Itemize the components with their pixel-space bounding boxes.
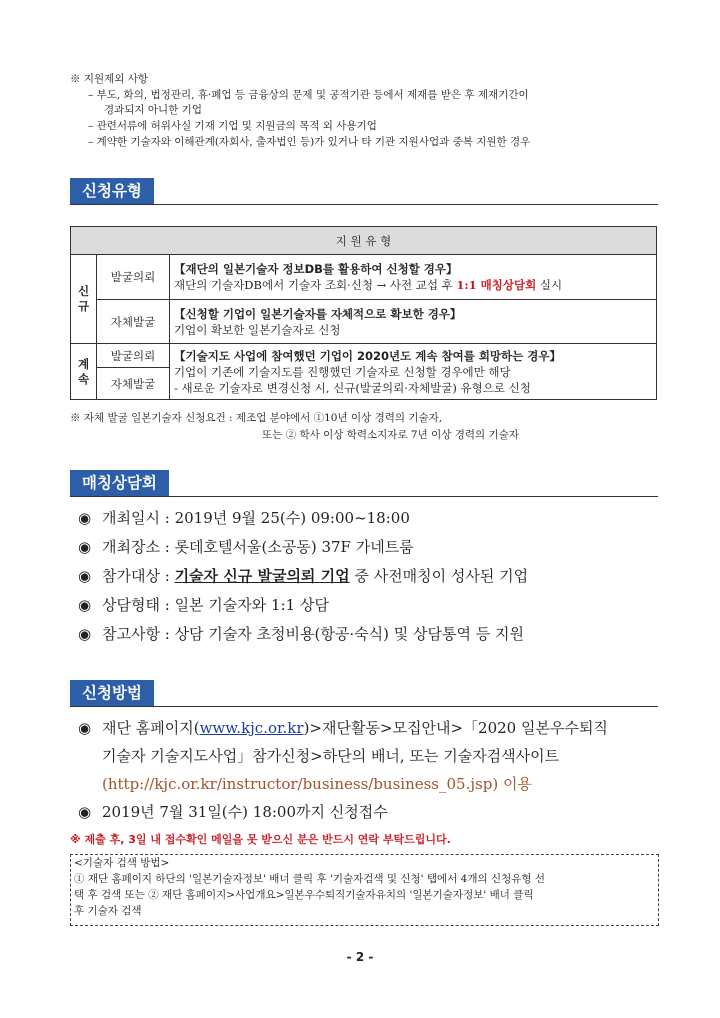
section-divider [70, 706, 658, 707]
section-heading-method: 신청방법 [70, 680, 154, 706]
note-line: 또는 ② 학사 이상 학력소지자로 7년 이상 경력의 기술자 [262, 429, 519, 441]
category-cell: 자체발굴 [97, 368, 170, 400]
bullet-marker: ◉ [78, 719, 92, 737]
list-item: ◉ 재단 홈페이지(www.kjc.or.kr)>재단활동>모집안내>「2020 일본우수퇴직 [78, 719, 608, 737]
group-new: 신 규 [71, 255, 97, 344]
homepage-link[interactable]: www.kjc.or.kr [199, 719, 304, 737]
description-cell: 【재단의 일본기술자 정보DB를 활용하여 신청할 경우】 재단의 기술자DB에서 기술자 조회·신청 → 사전 교섭 후 1:1 매칭상담회 실시 [170, 255, 657, 300]
description-cell: 【기술지도 사업에 참여했던 기업이 2020년도 계속 참여를 희망하는 경우】 기업이 기존에 기술지도를 진행했던 기술자로 신청할 경우에만 해당 - 새로운 기술자로 변경신청 시, 신규(발굴의뢰·자체발굴) 유형으로 신청 [170, 344, 657, 400]
exclusion-item: – 계약한 기술자와 이해관계(자회사, 출자법인 등)가 있거나 타 기관 지원사업과 중복 지원한 경우 [88, 136, 531, 148]
search-site-link[interactable]: (http://kjc.or.kr/instructor/business/business_05.jsp) [102, 775, 499, 793]
list-item-continuation: (http://kjc.or.kr/instructor/business/business_05.jsp) 이용 [102, 775, 532, 793]
list-item: ◉ 참고사항 : 상담 기술자 초청비용(항공·숙식) 및 상담통역 등 지원 [78, 625, 524, 643]
bullet-marker: ◉ [78, 803, 92, 821]
box-line: 후 기술자 검색 [74, 905, 142, 917]
group-continuing: 계 속 [71, 344, 97, 400]
table-header: 지 원 유 형 [71, 227, 657, 255]
list-item: ◉ 개최장소 : 롯데호텔서울(소공동) 37F 가네트룸 [78, 538, 414, 556]
section-heading-matching: 매칭상담회 [70, 470, 169, 496]
description-cell: 【신청할 기업이 일본기술자를 자체적으로 확보한 경우】 기업이 확보한 일본기술자로 신청 [170, 300, 657, 344]
category-cell: 자체발굴 [97, 300, 170, 344]
exclusion-item: – 부도, 화의, 법정관리, 휴·폐업 등 금융상의 문제 및 공적기관 등에서 제재를 받은 후 제재기간이 [88, 89, 529, 101]
note-line: ※ 자체 발굴 일본기술자 신청요건 : 제조업 분야에서 ①10년 이상 경력의 기술자, [70, 412, 443, 424]
box-title: <기술자 검색 방법> [74, 857, 170, 869]
list-item: ◉ 참가대상 : 기술자 신규 발굴의뢰 기업 중 사전매칭이 성사된 기업 [78, 567, 529, 585]
section-divider [70, 204, 658, 205]
list-item: ◉ 상담형태 : 일본 기술자와 1:1 상담 [78, 596, 329, 614]
box-line: 택 후 검색 또는 ② 재단 홈페이지>사업개요>일본우수퇴직기술자유치의 '일본기술자정보' 배너 클릭 [74, 889, 534, 901]
list-item: ◉ 개최일시 : 2019년 9월 25(수) 09:00~18:00 [78, 509, 410, 527]
category-cell: 발굴의뢰 [97, 344, 170, 368]
bullet-marker: ◉ [78, 567, 92, 585]
page-number: - 2 - [346, 950, 374, 964]
search-method-box [70, 854, 659, 926]
bullet-marker: ◉ [78, 538, 92, 556]
exclusion-title: ※ 지원제외 사항 [70, 73, 149, 85]
bullet-marker: ◉ [78, 596, 92, 614]
bullet-marker: ◉ [78, 625, 92, 643]
category-cell: 발굴의뢰 [97, 255, 170, 300]
list-item: ◉ 2019년 7월 31일(수) 18:00까지 신청접수 [78, 803, 388, 821]
bullet-marker: ◉ [78, 509, 92, 527]
list-item-continuation: 기술자 기술지도사업」참가신청>하단의 배너, 또는 기술자검색사이트 [102, 747, 560, 765]
section-heading-application-type: 신청유형 [70, 178, 154, 204]
warning-text: ※ 제출 후, 3일 내 접수확인 메일을 못 받으신 분은 반드시 연락 부탁드립니다. [70, 833, 451, 846]
support-type-table [70, 226, 657, 400]
exclusion-item: – 관련서류에 허위사실 기재 기업 및 지원금의 목적 외 사용기업 [88, 120, 377, 132]
section-divider [70, 496, 658, 497]
exclusion-item: 경과되지 아니한 기업 [104, 104, 202, 116]
box-line: ① 재단 홈페이지 하단의 '일본기술자정보' 배너 클릭 후 '기술자검색 및 신청' 탭에서 4개의 신청유형 선 [74, 873, 546, 885]
